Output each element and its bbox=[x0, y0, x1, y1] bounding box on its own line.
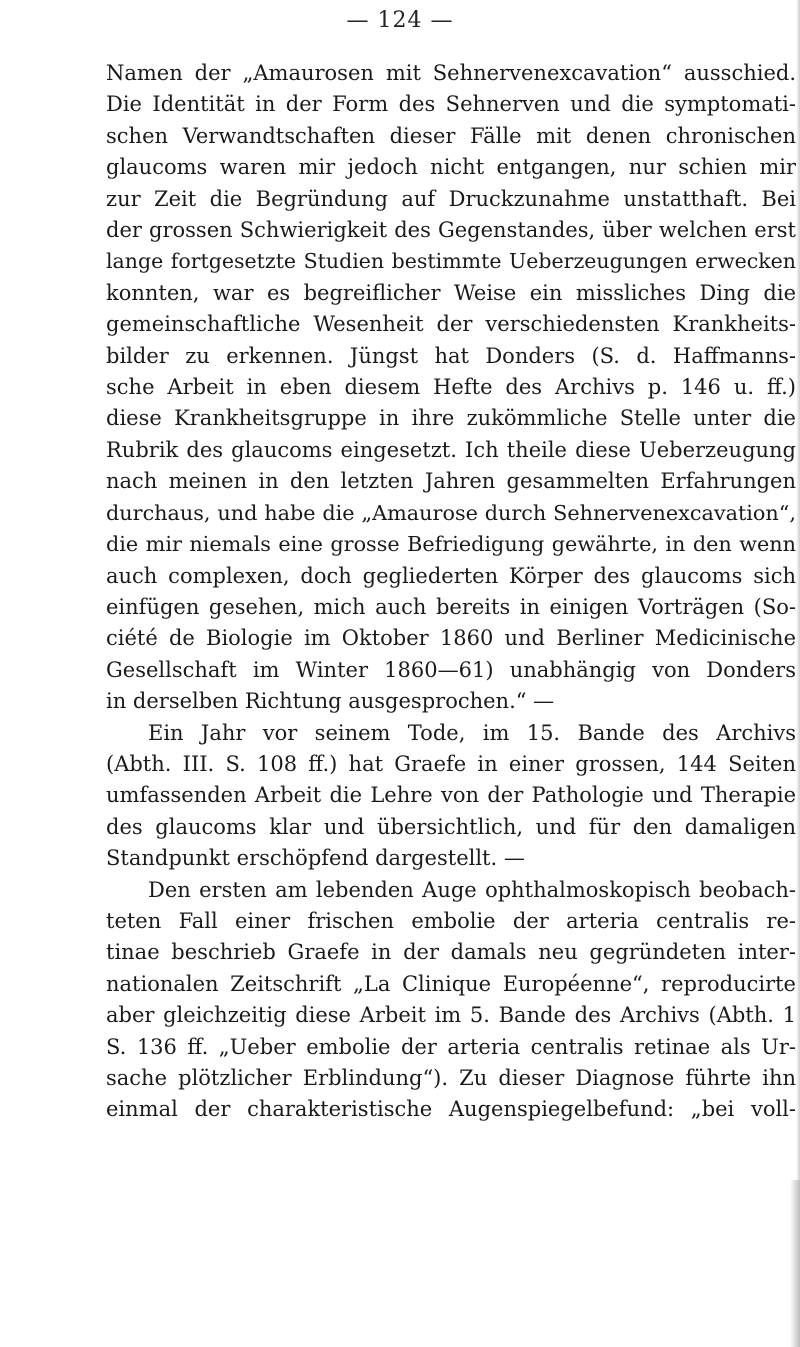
text-line: umfassenden Arbeit die Lehre von der Pathologie und Therapie bbox=[106, 783, 796, 808]
text-line: in derselben Richtung ausgesprochen.“ — bbox=[106, 689, 555, 714]
text-line: (Abth. III. S. 108 ff.) hat Graefe in einer grossen, 144 Seiten bbox=[106, 751, 796, 776]
text-line: Die Identität in der Form des Sehnerven und die symptomati- bbox=[106, 92, 796, 117]
text-line: schen Verwandtschaften dieser Fälle mit denen chronischen bbox=[106, 123, 796, 148]
text-line: S. 136 ff. „Ueber embolie der arteria centralis retinae als Ur- bbox=[106, 1034, 796, 1059]
text-line: sche Arbeit in eben diesem Hefte des Archivs p. 146 u. ff.) bbox=[106, 375, 796, 400]
text-line: durchaus, und habe die „Amaurose durch Sehnervenexcavation“, bbox=[106, 500, 796, 525]
text-line: zur Zeit die Begründung auf Druckzunahme unstatthaft. Bei bbox=[106, 186, 796, 211]
text-line: Den ersten am lebenden Auge ophthalmoskopisch beobach- bbox=[148, 877, 796, 902]
text-line: lange fortgesetzte Studien bestimmte Ueberzeugungen erwecken bbox=[106, 249, 796, 274]
text-line: einfügen gesehen, mich auch bereits in einigen Vorträgen (So- bbox=[106, 594, 796, 619]
text-line: Namen der „Amaurosen mit Sehnervenexcavation“ ausschied. bbox=[106, 61, 796, 85]
text-line: teten Fall einer frischen embolie der arteria centralis re- bbox=[106, 908, 796, 933]
page-number: — 124 — bbox=[346, 8, 454, 33]
text-line: die mir niemals eine grosse Befriedigung gewährte, in den wenn bbox=[106, 532, 796, 557]
text-line: konnten, war es begreiflicher Weise ein missliches Ding die bbox=[106, 280, 796, 305]
text-line: Ein Jahr vor seinem Tode, im 15. Bande des Archivs bbox=[148, 720, 796, 745]
text-line: Standpunkt erschöpfend dargestellt. — bbox=[106, 846, 525, 871]
text-line: des glaucoms klar und übersichtlich, und für den damaligen bbox=[106, 814, 796, 839]
text-line: nach meinen in den letzten Jahren gesammelten Erfahrungen bbox=[106, 469, 796, 494]
text-line: bilder zu erkennen. Jüngst hat Donders (S. d. Haffmanns- bbox=[106, 343, 796, 368]
text-line: glaucoms waren mir jedoch nicht entgangen, nur schien mir bbox=[106, 155, 796, 180]
text-line: Gesellschaft im Winter 1860—61) unabhängig von Donders bbox=[106, 657, 796, 682]
text-line: tinae beschrieb Graefe in der damals neu gegründeten inter- bbox=[106, 940, 796, 965]
page-edge-shadow-lower bbox=[790, 1180, 800, 1347]
text-line: aber gleichzeitig diese Arbeit im 5. Bande des Archivs (Abth. 1 bbox=[106, 1003, 796, 1028]
body-text bbox=[106, 58, 796, 1126]
page-edge-shadow bbox=[796, 0, 800, 1347]
text-line: nationalen Zeitschrift „La Clinique Européenne“, reproducirte bbox=[106, 971, 796, 996]
text-line: gemeinschaftliche Wesenheit der verschiedensten Krankheits- bbox=[106, 312, 796, 337]
text-line: Rubrik des glaucoms eingesetzt. Ich theile diese Ueberzeugung bbox=[106, 437, 796, 462]
text-line: auch complexen, doch gegliederten Körper des glaucoms sich bbox=[106, 563, 796, 588]
text-line: diese Krankheitsgruppe in ihre zukömmliche Stelle unter die bbox=[106, 406, 796, 431]
text-line: ciété de Biologie im Oktober 1860 und Berliner Medicinische bbox=[106, 626, 796, 651]
text-line: sache plötzlicher Erblindung“). Zu dieser Diagnose führte ihn bbox=[106, 1066, 796, 1090]
text-line: der grossen Schwierigkeit des Gegenstandes, über welchen erst bbox=[106, 218, 796, 243]
text-line: einmal der charakteristische Augenspiegelbefund: „bei voll- bbox=[106, 1097, 796, 1122]
